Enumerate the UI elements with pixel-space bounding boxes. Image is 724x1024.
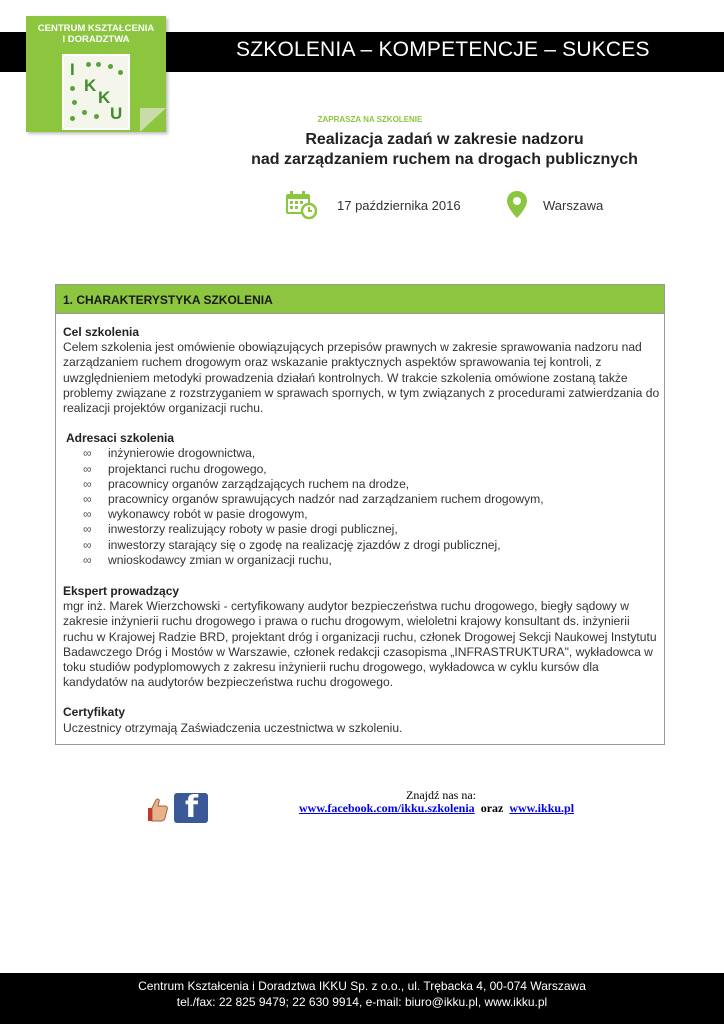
- banner-title: SZKOLENIA – KOMPETENCJE – SUKCES: [236, 38, 650, 61]
- section-header: [56, 285, 664, 314]
- links-connector: oraz: [480, 801, 504, 815]
- list-item: ∞ wykonawcy robót w pasie drogowym,: [83, 507, 661, 522]
- expert-heading: Ekspert prowadzący: [63, 584, 180, 599]
- calendar-clock-icon: [285, 190, 317, 220]
- footer-contact: tel./fax: 22 825 9479; 22 630 9914, e-mail: biuro@ikku.pl, www.ikku.pl: [176, 995, 548, 1009]
- event-place: Warszawa: [543, 198, 604, 213]
- certificate-text: Uczestnicy otrzymają Zaświadczenia uczestnictwa w szkoleniu.: [63, 720, 403, 735]
- logo-letter: I: [70, 60, 75, 79]
- audience-heading: Adresaci szkolenia: [66, 431, 175, 446]
- course-title-line-2: nad zarządzaniem ruchem na drogach publicznych: [251, 151, 638, 168]
- list-item: ∞ pracownicy organów zarządzających ruchem na drodze,: [83, 477, 661, 492]
- list-item: ∞ projektanci ruchu drogowego,: [83, 462, 661, 477]
- certificate-block: [63, 705, 661, 735]
- logo-dot: [86, 62, 91, 67]
- training-characteristics-section: [55, 284, 665, 745]
- footer-address: Centrum Kształcenia i Doradztwa IKKU Sp. z o.o., ul. Trębacka 4, 00-074 Warszawa: [138, 979, 586, 993]
- logo-letter: U: [110, 104, 123, 123]
- logo-dot: [70, 86, 75, 91]
- logo-letter: K: [84, 76, 97, 95]
- logo-letter: K: [98, 88, 111, 107]
- course-title-line-1: Realizacja zadań w zakresie nadzoru: [305, 131, 584, 148]
- section-heading: 1. CHARAKTERYSTYKA SZKOLENIA: [63, 293, 273, 307]
- logo-dot: [96, 62, 101, 67]
- event-date: 17 października 2016: [337, 198, 461, 213]
- list-item: ∞ inwestorzy realizujący roboty w pasie drogi publicznej,: [83, 522, 661, 537]
- logo-line-2: I DORADZTWA: [62, 34, 130, 45]
- facebook-link[interactable]: www.facebook.com/ikku.szkolenia: [299, 801, 475, 815]
- logo-text: [26, 23, 166, 45]
- expert-text: mgr inż. Marek Wierzchowski - certyfikowany audytor bezpieczeństwa ruchu drogowego, biegły sądowy w zakresie inżynierii ruchu drogowego i prawa o ruchu drogowym, wieloletni krajowy konsultant ds. inżynierii ruchu w Krajowej Radzie BRD, projektant dróg i organizacji ruchu, członek Drogowej Sekcji Naukowej Instytutu Badawczego Dróg i Mostów w Warszawie, członek redakcji czasopisma „INFRASTRUKTURA", wykładowca w toku studiów podyplomowych z zakresu inżynierii ruchu drogowego, wykładowca w cyklu kursów dla kandydatów na audytorów bezpieczeństwa ruchu drogowego.: [63, 599, 657, 690]
- expert-block: [63, 584, 661, 690]
- audience-block: [63, 431, 661, 568]
- logo-line-1: CENTRUM KSZTAŁCENIA: [37, 23, 155, 34]
- facebook-icon[interactable]: f: [174, 793, 208, 823]
- list-item: ∞ inwestorzy starający się o zgodę na realizację zjazdów z drogi publicznej,: [83, 538, 661, 553]
- find-us-label: Znajdź nas na:: [406, 788, 476, 802]
- course-title: [0, 130, 724, 170]
- list-item: ∞ inżynierowie drogownictwa,: [83, 446, 661, 461]
- logo-dot: [72, 100, 77, 105]
- list-item: ∞ wnioskodawcy zmian w organizacji ruchu,: [83, 553, 661, 568]
- goal-heading: Cel szkolenia: [63, 325, 140, 339]
- list-item: ∞ pracownicy organów sprawujących nadzór nad zarządzaniem ruchem drogowym,: [83, 492, 661, 507]
- logo-dot: [108, 64, 113, 69]
- social-links: [299, 801, 574, 816]
- goal-block: [63, 325, 661, 416]
- section-body: [63, 325, 661, 751]
- footer: [0, 973, 724, 1024]
- location-pin-icon: [506, 190, 528, 220]
- certificate-heading: Certyfikaty: [63, 705, 126, 720]
- audience-list: [63, 446, 661, 568]
- goal-text: Celem szkolenia jest omówienie obowiązujących przepisów prawnych w zakresie sprawowania nadzoru nad zarządzaniem ruchem drogowym oraz wskazanie praktycznych aspektów sprawowania tej kontroli, z uwzględnieniem metodyki prowadzenia działań kontrolnych. W trakcie szkolenia omówione zostaną także problemy związane z rozstrzyganiem w sprawach spornych, w tym związanych z procedurami zatwierdzania do realizacji projektów organizacji ruchu.: [63, 340, 660, 416]
- logo-dot: [118, 70, 123, 75]
- website-link[interactable]: www.ikku.pl: [509, 801, 575, 815]
- invite-label: ZAPRASZA NA SZKOLENIE: [317, 115, 423, 124]
